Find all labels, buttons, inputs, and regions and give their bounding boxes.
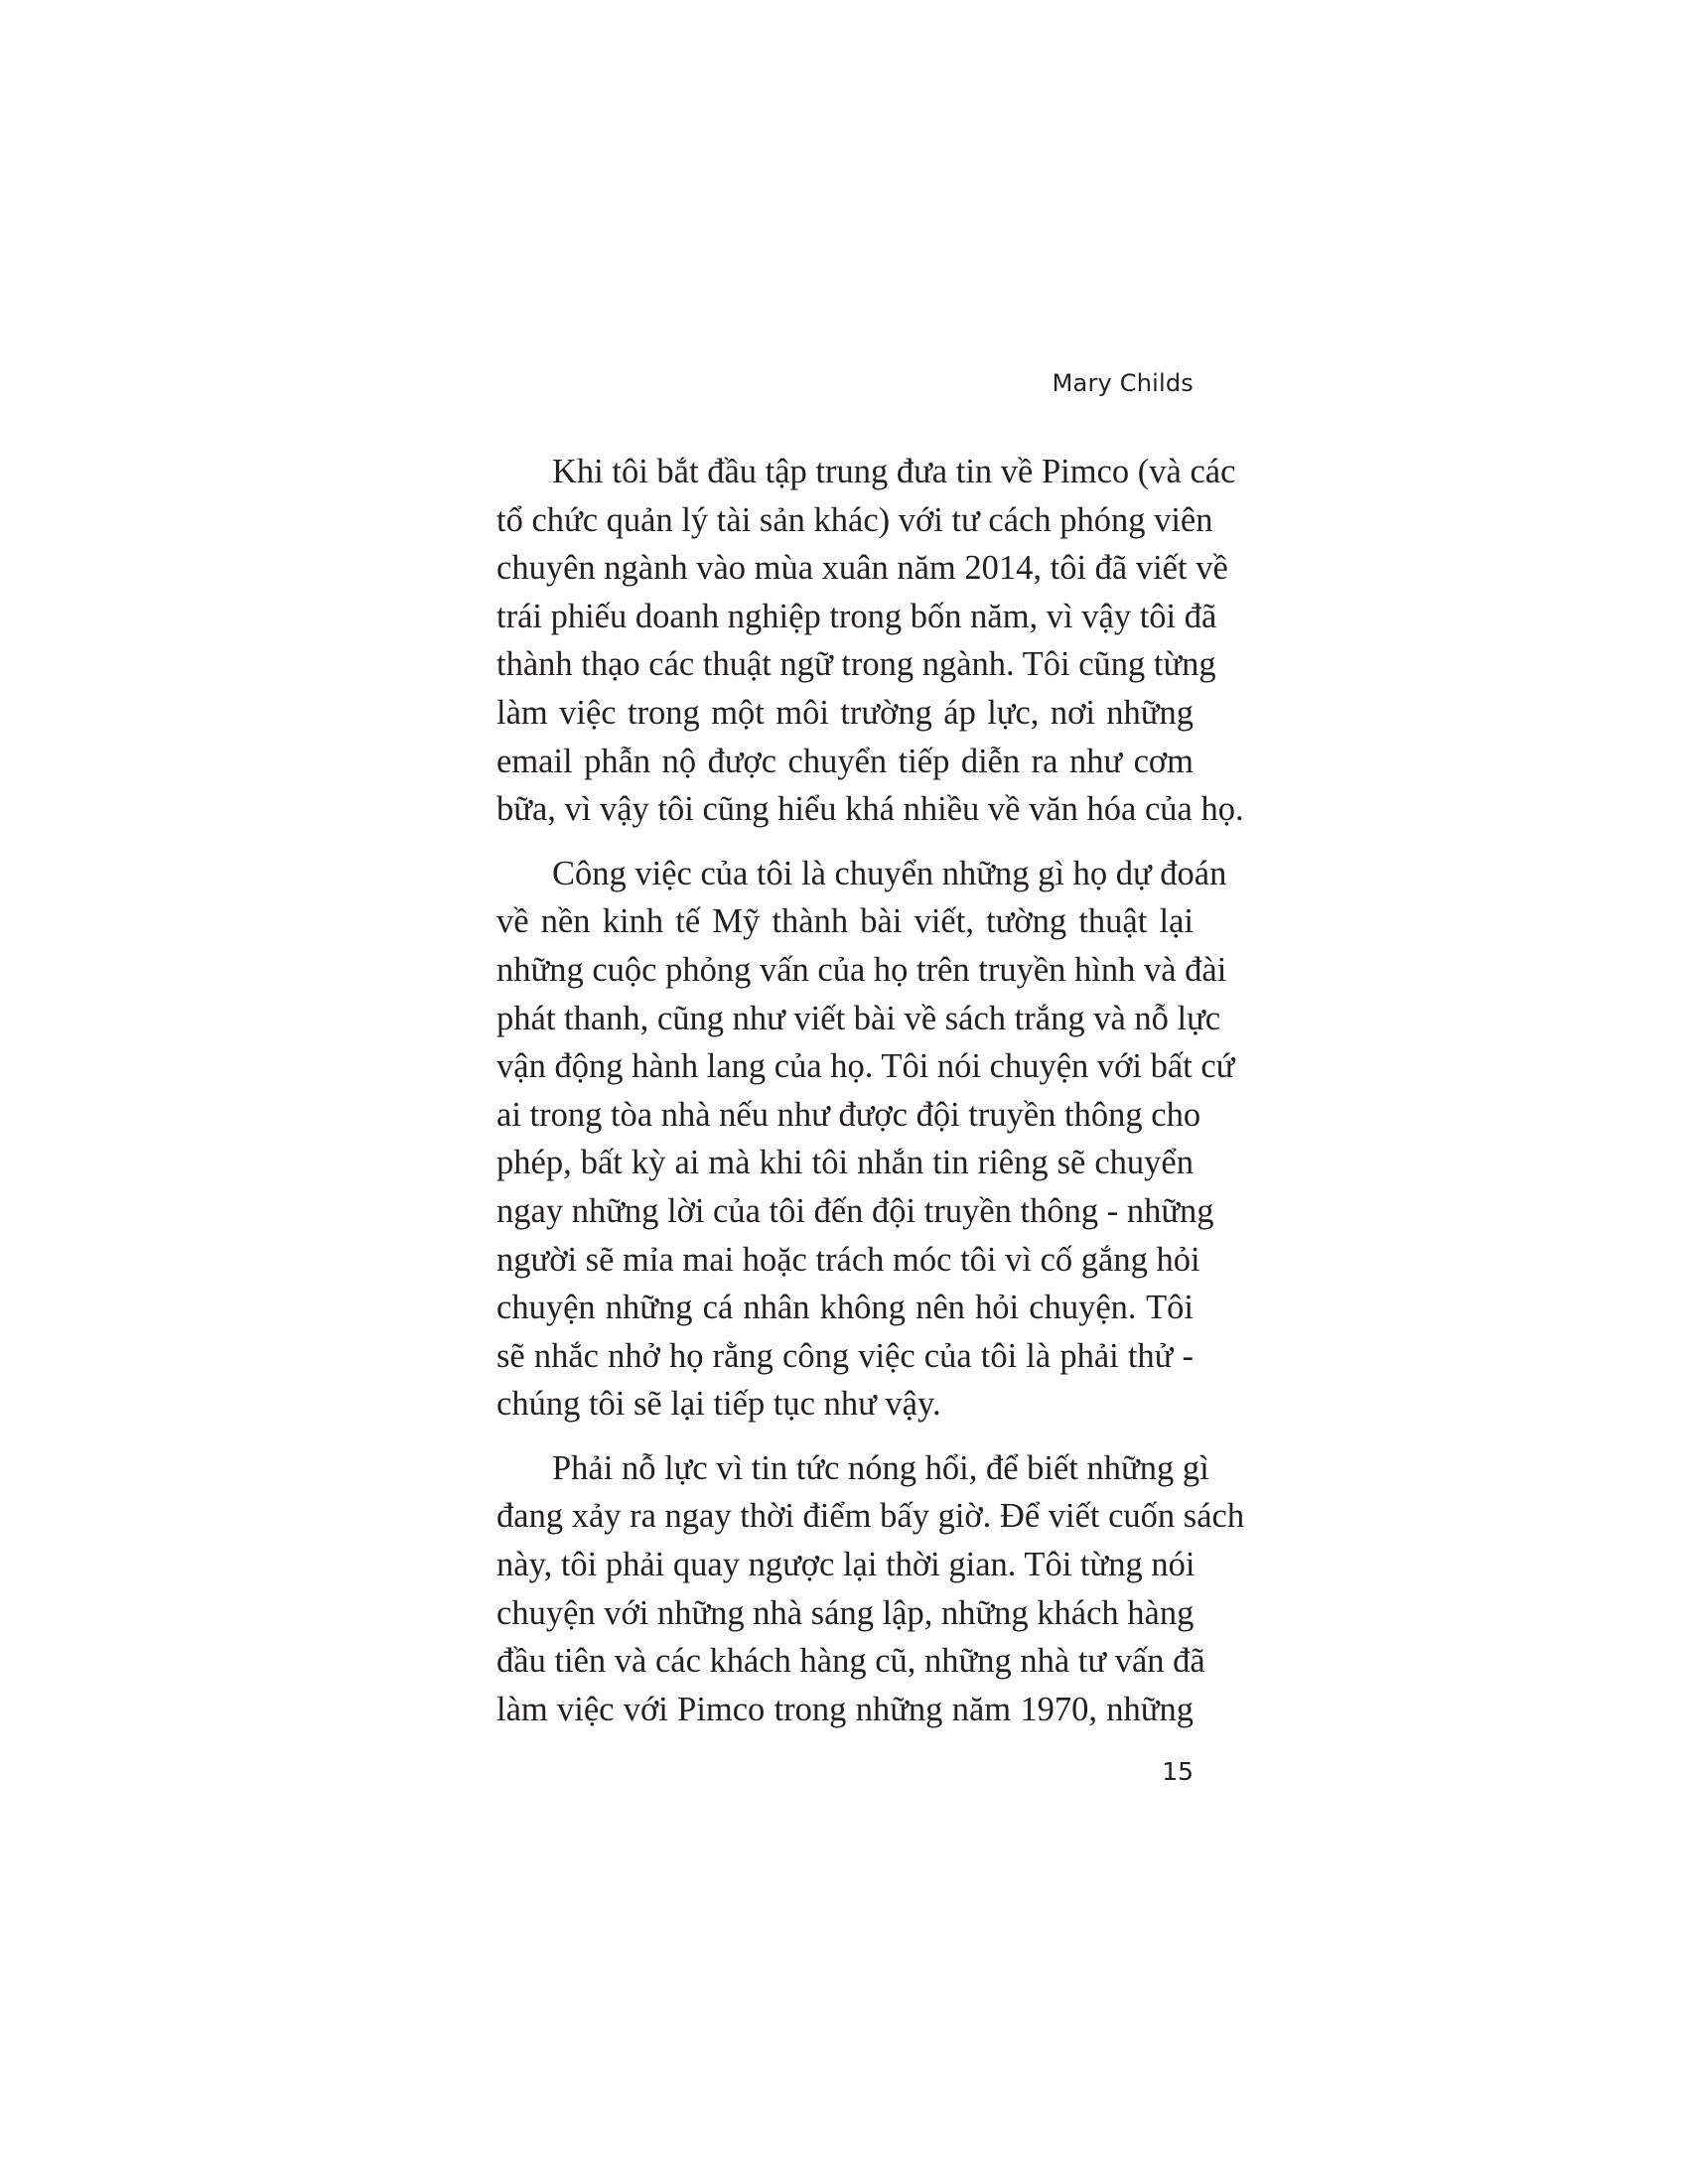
text-line: Phải nỗ lực vì tin tức nóng hổi, để biết những gì (552, 1448, 1209, 1487)
text-line: chuyện với những nhà sáng lập, những khách hàng (496, 1593, 1195, 1632)
text-line: người sẽ mỉa mai hoặc trách móc tôi vì cố gắng hỏi (496, 1240, 1200, 1279)
running-header-author: Mary Childs (1052, 369, 1194, 397)
text-line: Công việc của tôi là chuyển những gì họ dự đoán (552, 854, 1227, 892)
text-line: bữa, vì vậy tôi cũng hiểu khá nhiều về văn hóa của họ. (496, 790, 1244, 829)
paragraph-2 (496, 850, 1235, 1429)
text-line: phát thanh, cũng như viết bài về sách trắng và nỗ lực (496, 999, 1221, 1037)
text-line: ngay những lời của tôi đến đội truyền thông - những (496, 1191, 1214, 1230)
text-line: Khi tôi bắt đầu tập trung đưa tin về Pimco (và các (552, 453, 1236, 490)
text-line: đang xảy ra ngay thời điểm bấy giờ. Để viết cuốn sách (496, 1497, 1245, 1536)
text-line: tổ chức quản lý tài sản khác) với tư cách phóng viên (496, 500, 1213, 539)
text-line: thành thạo các thuật ngữ trong ngành. Tôi cũng từng (496, 645, 1216, 684)
text-line: về nền kinh tế Mỹ thành bài viết, tường thuật lại (496, 902, 1194, 941)
text-line: đầu tiên và các khách hàng cũ, những nhà tư vấn đã (496, 1642, 1205, 1681)
text-line: trái phiếu doanh nghiệp trong bốn năm, vì vậy tôi đã (496, 597, 1217, 635)
paragraph-3 (496, 1444, 1245, 1734)
text-line: sẽ nhắc nhở họ rằng công việc của tôi là phải thử - (496, 1336, 1194, 1375)
text-line: phép, bất kỳ ai mà khi tôi nhắn tin riêng sẽ chuyển (496, 1144, 1194, 1182)
page-number: 15 (1162, 1757, 1194, 1786)
text-line: chuyên ngành vào mùa xuân năm 2014, tôi đã viết về (496, 549, 1228, 588)
body-text (496, 448, 1245, 1749)
text-line: này, tôi phải quay ngược lại thời gian. Tôi từng nói (496, 1546, 1196, 1584)
text-line: ai trong tòa nhà nếu như được đội truyền thông cho (496, 1095, 1201, 1134)
text-line: làm việc với Pimco trong những năm 1970, những (496, 1690, 1194, 1728)
text-line: làm việc trong một môi trường áp lực, nơi những (496, 693, 1194, 732)
text-line: chúng tôi sẽ lại tiếp tục như vậy. (496, 1385, 941, 1424)
text-line: chuyện những cá nhân không nên hỏi chuyện. Tôi (496, 1289, 1194, 1327)
text-line: những cuộc phỏng vấn của họ trên truyền hình và đài (496, 950, 1227, 989)
text-line: vận động hành lang của họ. Tôi nói chuyện với bất cứ (496, 1047, 1235, 1086)
text-line: email phẫn nộ được chuyển tiếp diễn ra như cơm (496, 742, 1194, 780)
paragraph-1 (496, 448, 1244, 834)
